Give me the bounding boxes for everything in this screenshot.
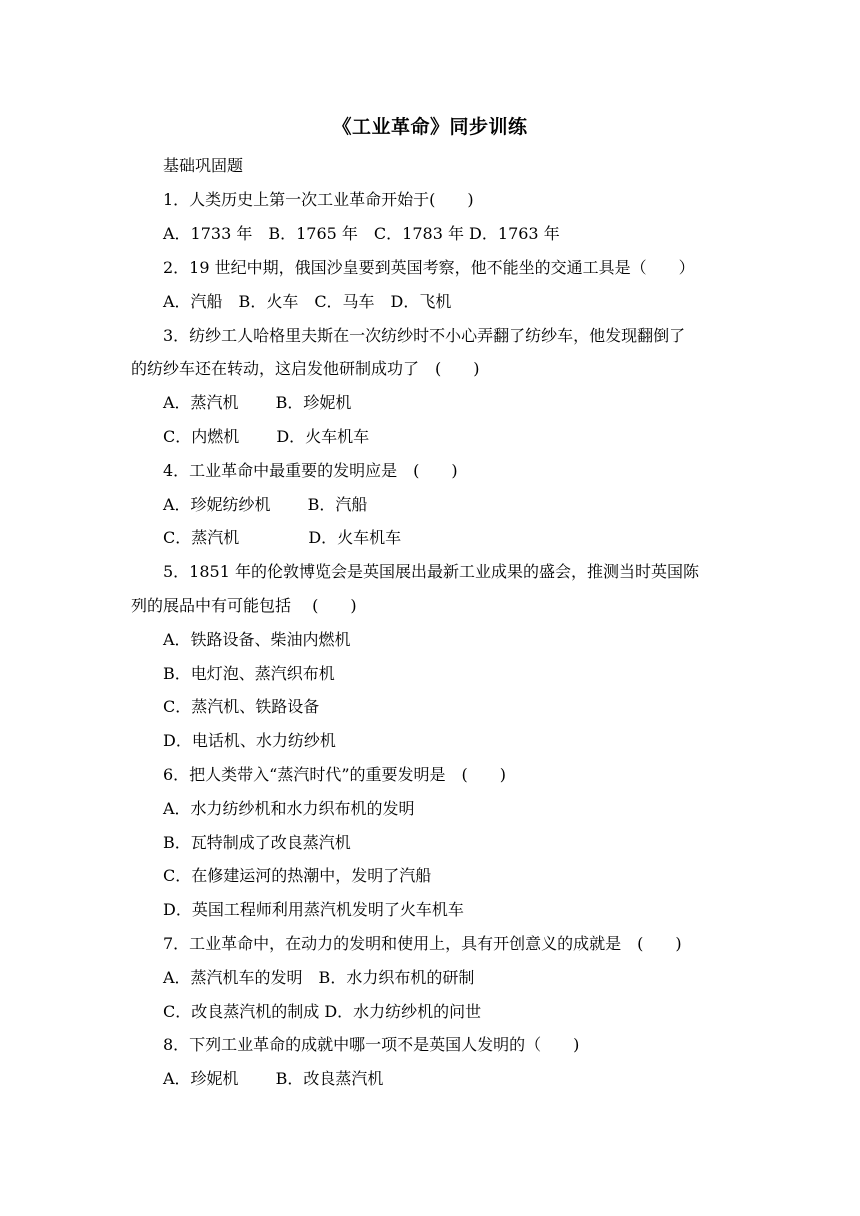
question-6-stem: 6．把人类带入“蒸汽时代”的重要发明是 ( ) <box>163 765 507 784</box>
question-6-option-c: C．在修建运河的热潮中，发明了汽船 <box>163 866 432 885</box>
question-3-options-ab: A．蒸汽机 B．珍妮机 <box>163 393 352 412</box>
question-5-stem-continued: 列的展品中有可能包括 ( ) <box>131 596 357 615</box>
document-title: 《工业革命》同步训练 <box>332 116 528 138</box>
section-heading: 基础巩固题 <box>163 156 244 175</box>
question-4-options-ab: A．珍妮纺纱机 B．汽船 <box>163 495 368 514</box>
question-7-options-ab: A．蒸汽机车的发明 B．水力织布机的研制 <box>163 968 475 987</box>
question-8-options-ab: A．珍妮机 B．改良蒸汽机 <box>163 1069 384 1088</box>
question-3-stem: 3．纺纱工人哈格里夫斯在一次纺纱时不小心弄翻了纺纱车，他发现翻倒了 <box>163 326 686 345</box>
question-1-stem: 1．人类历史上第一次工业革命开始于( ) <box>163 190 474 209</box>
question-5-option-b: B．电灯泡、蒸汽织布机 <box>163 664 335 683</box>
question-7-options-cd: C．改良蒸汽机的制成 D．水力纺纱机的问世 <box>163 1002 482 1021</box>
question-6-option-a: A．水力纺纱机和水力织布机的发明 <box>163 799 415 818</box>
question-1-options: A．1733 年 B．1765 年 C．1783 年 D．1763 年 <box>163 224 560 243</box>
question-2-stem: 2．19 世纪中期，俄国沙皇要到英国考察，他不能坐的交通工具是（ ） <box>163 258 695 277</box>
question-6-option-d: D．英国工程师利用蒸汽机发明了火车机车 <box>163 900 464 919</box>
question-3-options-cd: C．内燃机 D．火车机车 <box>163 427 370 446</box>
question-6-option-b: B．瓦特制成了改良蒸汽机 <box>163 833 351 852</box>
question-5-option-c: C．蒸汽机、铁路设备 <box>163 697 320 716</box>
question-7-stem: 7．工业革命中，在动力的发明和使用上，具有开创意义的成就是 ( ) <box>163 934 682 953</box>
question-2-options: A．汽船 B．火车 C．马车 D．飞机 <box>163 292 452 311</box>
question-8-stem: 8．下列工业革命的成就中哪一项不是英国人发明的（ ) <box>163 1035 580 1054</box>
question-4-stem: 4．工业革命中最重要的发明应是 ( ) <box>163 461 458 480</box>
question-5-option-a: A．铁路设备、柴油内燃机 <box>163 630 351 649</box>
question-5-option-d: D．电话机、水力纺纱机 <box>163 731 336 750</box>
question-5-stem: 5．1851 年的伦敦博览会是英国展出最新工业成果的盛会，推测当时英国陈 <box>163 562 699 581</box>
question-4-options-cd: C．蒸汽机 D．火车机车 <box>163 528 402 547</box>
question-3-stem-continued: 的纺纱车还在转动，这启发他研制成功了 ( ) <box>131 359 480 378</box>
